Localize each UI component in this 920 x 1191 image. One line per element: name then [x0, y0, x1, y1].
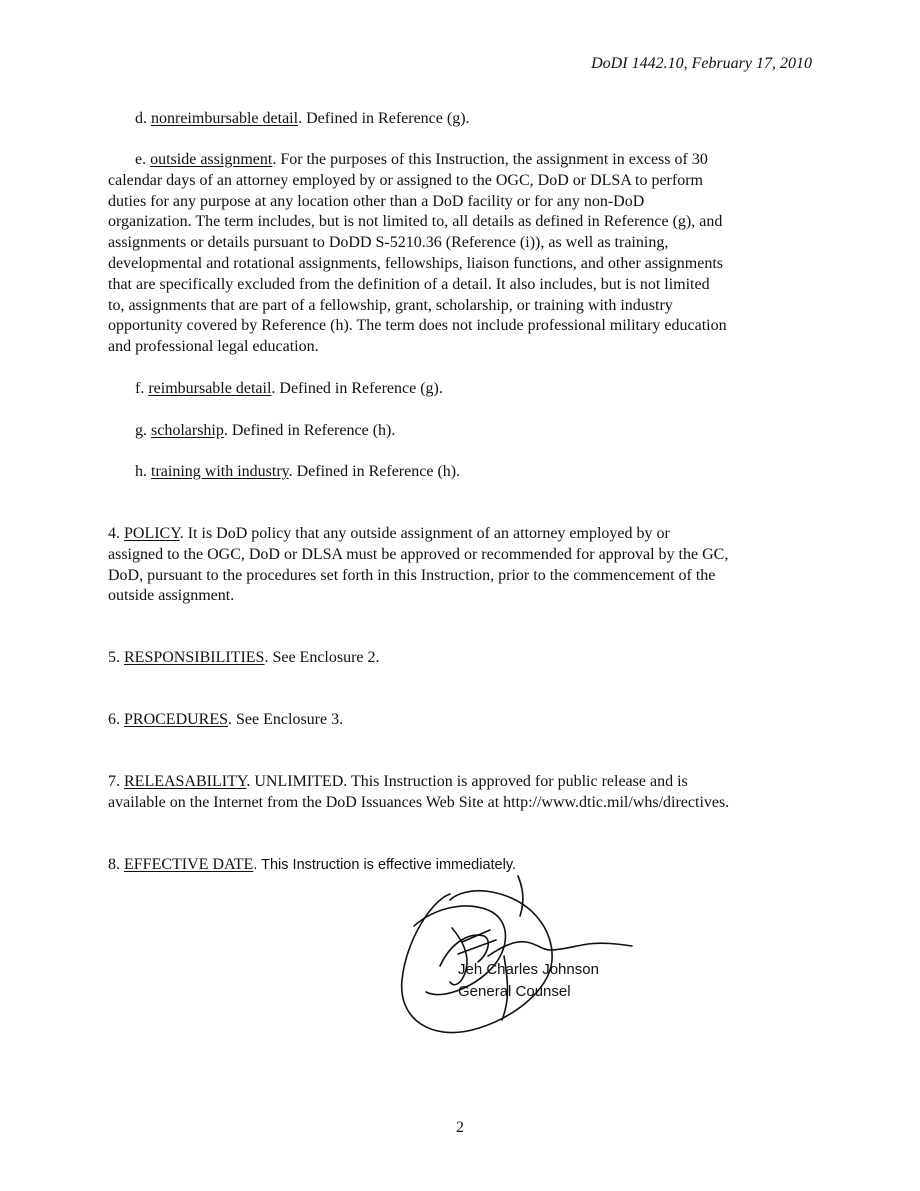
definition-h: h. training with industry. Defined in Reference (h).	[135, 463, 461, 480]
section-procedures: 6. PROCEDURES. See Enclosure 3.	[108, 711, 344, 728]
section-policy: 4. POLICY. It is DoD policy that any outside assignment of an attorney employed by or assigned to the OGC, DoD or DLSA must be approved or recommended for approval by the GC, DoD, pursuant to the procedures set forth in this Instruction, prior to the commencement of the outside assignment.	[108, 525, 729, 605]
document-header: DoDI 1442.10, February 17, 2010	[591, 55, 812, 72]
term-training-with-industry: training with industry	[151, 463, 289, 480]
page-number: 2	[456, 1119, 464, 1136]
heading-releasability: RELEASABILITY	[124, 773, 247, 790]
definition-d: d. nonreimbursable detail. Defined in Reference (g).	[135, 110, 470, 127]
definition-e: e. outside assignment. For the purposes of this Instruction, the assignment in excess of 30 calendar days of an attorney employed by or assigned to the OGC, DoD or DLSA to perform duties for any purpose at any location other than a DoD facility or for any non-DoD organization. The term includes, but is not limited to, all details as defined in Reference (g), and assignments or details pursuant to DoDD S-5210.36 (Reference (i)), as well as training, developmental and rotational assignments, fellowships, liaison functions, and other assignments that are specifically excluded from the definition of a detail. It also includes, but is not limited to, assignments that are part of a fellowship, grant, scholarship, or training with industry opportunity covered by Reference (h). The term does not include professional military education and professional legal education.	[108, 151, 727, 356]
term-reimbursable-detail: reimbursable detail	[148, 380, 272, 397]
heading-procedures: PROCEDURES	[124, 711, 229, 728]
term-outside-assignment: outside assignment	[150, 151, 273, 168]
term-nonreimbursable-detail: nonreimbursable detail	[151, 110, 299, 127]
definition-f: f. reimbursable detail. Defined in Reference (g).	[135, 380, 443, 397]
heading-policy: POLICY	[124, 525, 180, 542]
signer-title: General Counsel	[458, 983, 571, 1000]
signer-name: Jeh Charles Johnson	[458, 961, 599, 978]
heading-effective-date: EFFECTIVE DATE	[124, 856, 254, 873]
section-responsibilities: 5. RESPONSIBILITIES. See Enclosure 2.	[108, 649, 380, 666]
term-scholarship: scholarship	[151, 422, 224, 439]
heading-responsibilities: RESPONSIBILITIES	[124, 649, 265, 666]
signature-block	[392, 870, 652, 1050]
section-effective-date: 8. EFFECTIVE DATE. This Instruction is effective immediately.	[108, 856, 517, 873]
definition-g: g. scholarship. Defined in Reference (h).	[135, 422, 396, 439]
effective-date-statement: . This Instruction is effective immediately.	[253, 857, 517, 873]
section-releasability: 7. RELEASABILITY. UNLIMITED. This Instruction is approved for public release and is available on the Internet from the DoD Issuances Web Site at http://www.dtic.mil/whs/directives.	[108, 773, 730, 811]
